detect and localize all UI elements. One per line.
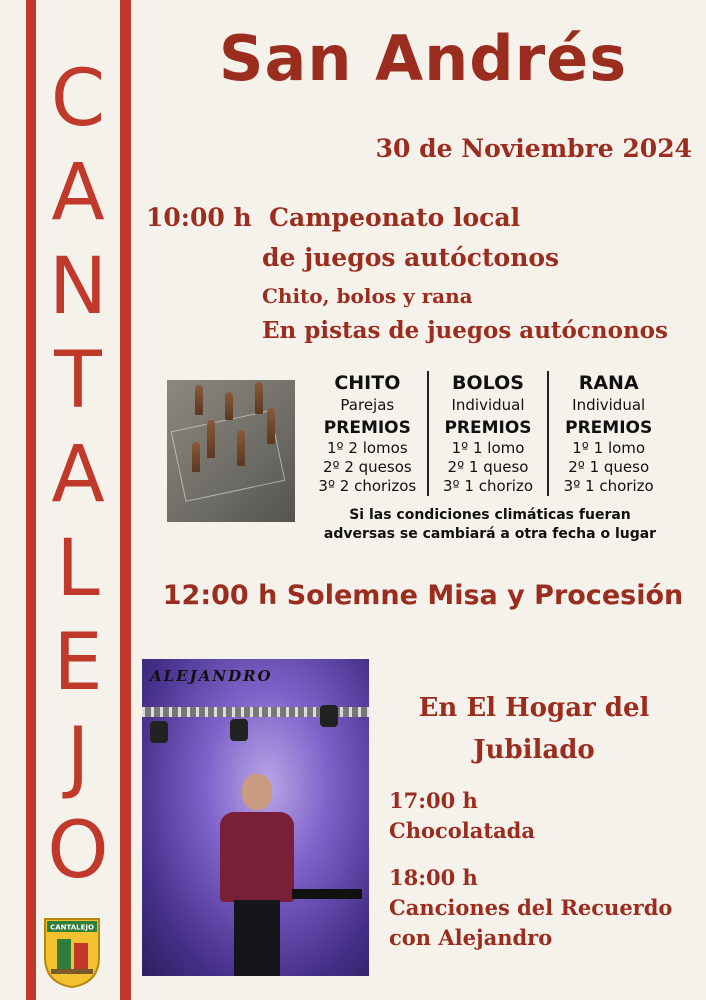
- event1-games: Chito, bolos y rana: [262, 284, 473, 308]
- event1-location: En pistas de juegos autócnonos: [262, 317, 668, 344]
- venue-line: En El Hogar del: [418, 693, 650, 723]
- prize-item: 2º 1 queso: [568, 458, 650, 476]
- prize-item: 2º 2 quesos: [322, 458, 412, 476]
- wooden-pin: [255, 382, 263, 414]
- event-time: 18:00 h: [389, 865, 478, 890]
- event1-time-title: 10:00 h Campeonato local: [146, 203, 521, 232]
- prize-item: 3º 1 chorizo: [443, 477, 534, 495]
- letter: A: [51, 430, 105, 520]
- prize-column-bolos: [427, 371, 550, 496]
- weather-notice: [290, 506, 690, 544]
- prize-item: 3º 1 chorizo: [563, 477, 654, 495]
- letter: N: [48, 242, 108, 332]
- wooden-pin: [237, 430, 245, 466]
- letter: E: [53, 618, 103, 708]
- wooden-pin: [207, 420, 215, 458]
- wooden-pin: [195, 385, 203, 415]
- singer-jacket: [220, 812, 294, 902]
- left-red-stripe: [26, 0, 36, 1000]
- singer-head: [242, 774, 272, 810]
- prize-item: 1º 2 lomos: [327, 439, 408, 457]
- game-name: CHITO: [334, 372, 401, 394]
- stage-light: [320, 705, 338, 727]
- town-crest-logo: [43, 917, 101, 989]
- stage-light: [230, 719, 248, 741]
- letter: C: [50, 54, 106, 144]
- prize-item: 3º 2 chorizos: [318, 477, 417, 495]
- prize-column-rana: [549, 371, 668, 496]
- prizes-table: [308, 371, 668, 496]
- event2-mass: 12:00 h Solemne Misa y Procesión: [162, 580, 684, 611]
- prize-item: 2º 1 queso: [447, 458, 529, 476]
- page-title: San Andrés: [218, 22, 628, 95]
- notice-line: Si las condiciones climáticas fueran: [349, 507, 631, 523]
- game-name: RANA: [578, 372, 639, 394]
- keyboard-instrument: [292, 889, 362, 899]
- venue-line: Jubilado: [473, 735, 595, 765]
- artist-photo: [142, 659, 369, 976]
- prizes-label: PREMIOS: [323, 418, 411, 438]
- prizes-label: PREMIOS: [565, 418, 653, 438]
- game-name: BOLOS: [452, 372, 524, 394]
- svg-text:CANTALEJO: CANTALEJO: [50, 923, 94, 932]
- prize-column-chito: [308, 371, 427, 496]
- letter: T: [54, 336, 102, 426]
- notice-line: adversas se cambiará a otra fecha o lugar: [323, 526, 657, 542]
- wooden-pin: [267, 408, 275, 444]
- wooden-pin: [192, 442, 200, 472]
- event-text: con Alejandro: [389, 925, 553, 950]
- letter: L: [56, 524, 100, 614]
- game-mode: Parejas: [340, 396, 395, 414]
- game-mode: Individual: [451, 396, 525, 414]
- prize-item: 1º 1 lomo: [572, 439, 646, 457]
- letter: A: [51, 148, 105, 238]
- event3: [389, 786, 535, 846]
- photo-caption: ALEJANDRO: [150, 667, 273, 685]
- chito-game-photo: [167, 380, 295, 522]
- event1-title-line2: de juegos autóctonos: [262, 243, 560, 272]
- event-time: 17:00 h: [389, 788, 478, 813]
- singer-figure: [212, 774, 302, 976]
- game-mode: Individual: [572, 396, 646, 414]
- letter: J: [66, 712, 90, 802]
- venue-heading: [396, 687, 672, 771]
- event-date: 30 de Noviembre 2024: [375, 134, 692, 163]
- vertical-town-name: [36, 54, 120, 896]
- right-red-stripe: [120, 0, 131, 1000]
- stage-light: [150, 721, 168, 743]
- prize-item: 1º 1 lomo: [451, 439, 525, 457]
- prizes-label: PREMIOS: [444, 418, 532, 438]
- wooden-pin: [225, 392, 233, 420]
- event-text: Canciones del Recuerdo: [389, 895, 673, 920]
- event4: [389, 863, 672, 953]
- letter: O: [47, 806, 109, 896]
- singer-pants: [234, 900, 280, 976]
- event-text: Chocolatada: [389, 818, 535, 843]
